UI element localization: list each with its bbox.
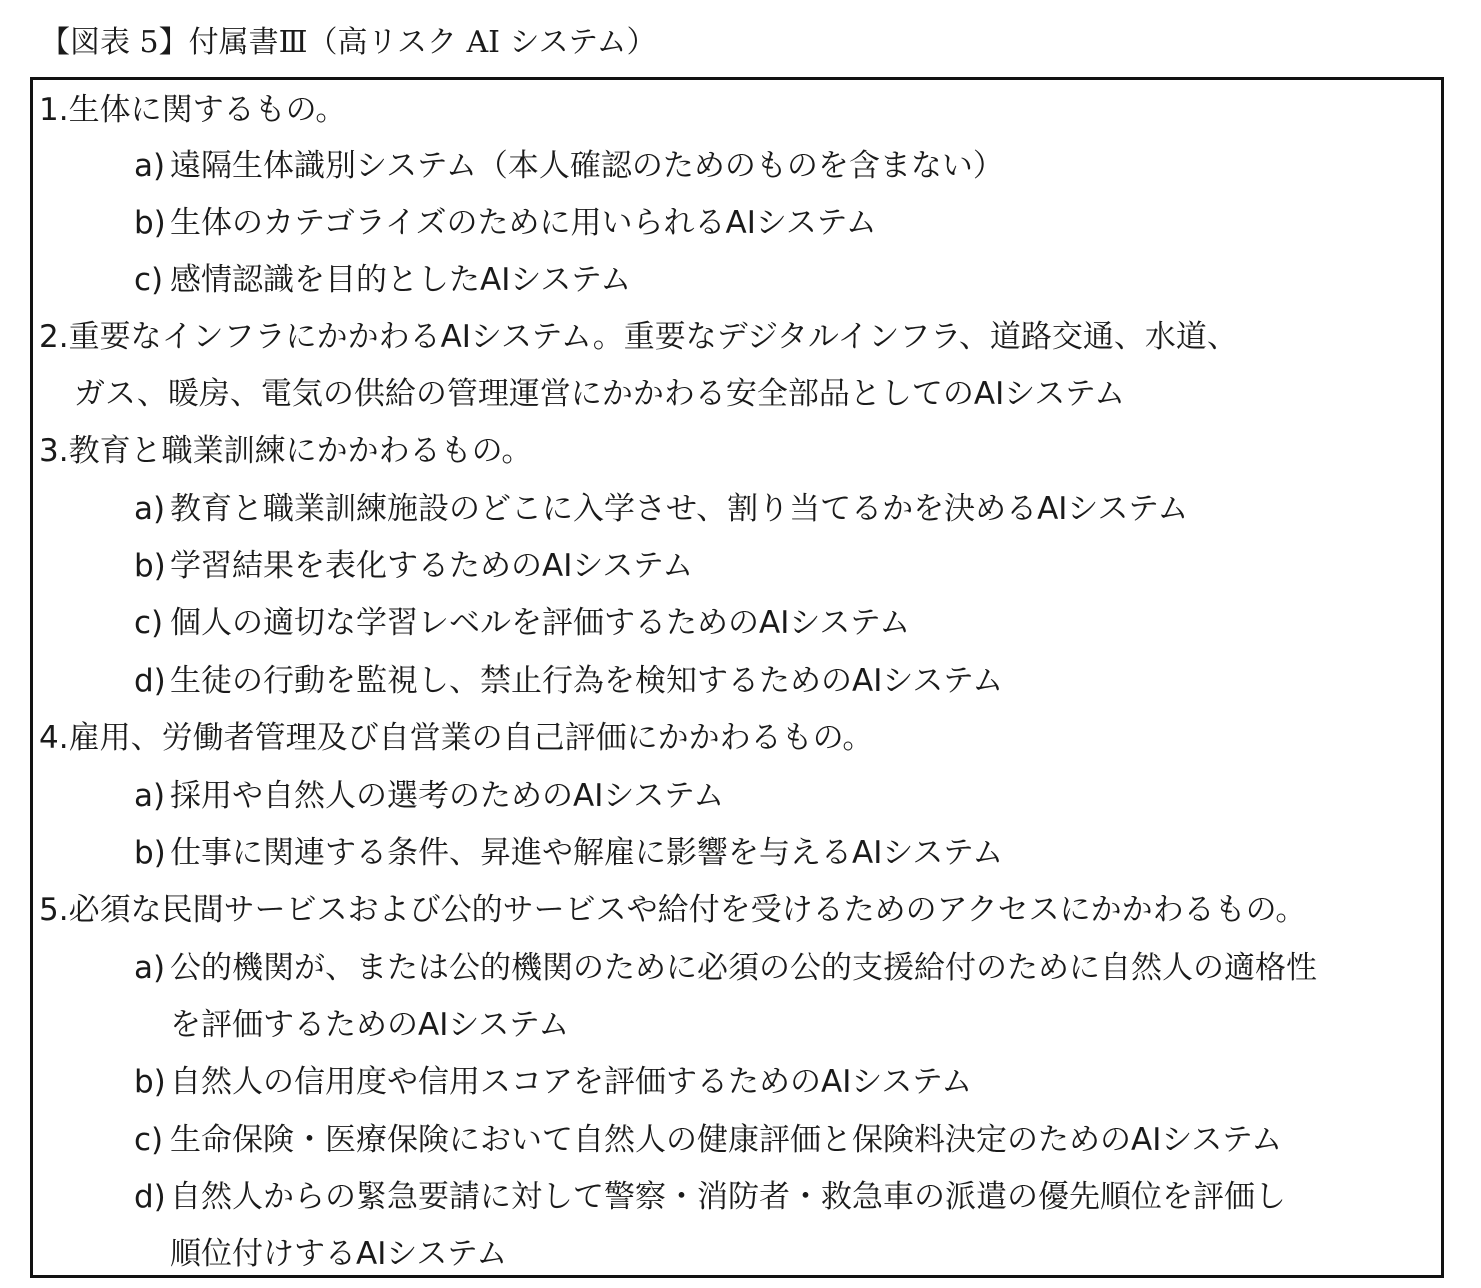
section-5-item-a-continued: を評価するためのAIシステム bbox=[170, 1007, 570, 1043]
item-label: a) bbox=[134, 148, 166, 184]
section-3-item-c bbox=[134, 597, 910, 649]
item-text: 自然人の信用度や信用スコアを評価するためのAIシステム bbox=[170, 1064, 973, 1100]
item-text: 生命保険・医療保険において自然人の健康評価と保険料決定のためのAIシステム bbox=[170, 1122, 1283, 1158]
item-text: 仕事に関連する条件、昇進や解雇に影響を与えるAIシステム bbox=[170, 835, 1004, 871]
section-2-heading-continued: ガス、暖房、電気の供給の管理運営にかかわる安全部品としてのAIシステム bbox=[74, 376, 1126, 412]
figure-title: 【図表 5】付属書Ⅲ（高リスク AI システム） bbox=[40, 25, 657, 60]
section-5-heading: 5.必須な民間サービスおよび公的サービスや給付を受けるためのアクセスにかかわるもの。 bbox=[39, 892, 1307, 928]
section-4-item-a bbox=[134, 770, 724, 822]
item-label: a) bbox=[134, 778, 166, 814]
section-3-item-d bbox=[134, 655, 1003, 707]
item-text: 感情認識を目的としたAIシステム bbox=[170, 262, 632, 298]
section-1-item-c bbox=[134, 254, 631, 306]
item-label: c) bbox=[134, 1122, 164, 1158]
item-text: 個人の適切な学習レベルを評価するためのAIシステム bbox=[170, 605, 911, 641]
item-label: c) bbox=[134, 605, 164, 641]
section-3-item-a bbox=[134, 483, 1188, 535]
item-label: c) bbox=[134, 262, 164, 298]
section-4-heading: 4.雇用、労働者管理及び自営業の自己評価にかかわるもの。 bbox=[39, 720, 874, 756]
item-label: a) bbox=[134, 950, 166, 986]
item-label: b) bbox=[134, 205, 166, 241]
item-text: 遠隔生体識別システム（本人確認のためのものを含まない） bbox=[170, 148, 1004, 184]
section-3-item-b bbox=[134, 540, 693, 592]
section-5-item-a bbox=[134, 942, 1317, 994]
item-text: 教育と職業訓練施設のどこに入学させ、割り当てるかを決めるAIシステム bbox=[170, 491, 1189, 527]
item-label: b) bbox=[134, 1064, 166, 1100]
section-1-item-b bbox=[134, 197, 877, 249]
section-1-heading: 1.生体に関するもの。 bbox=[39, 92, 347, 128]
item-text: 生徒の行動を監視し、禁止行為を検知するためのAIシステム bbox=[170, 663, 1004, 699]
item-text: 公的機関が、または公的機関のために必須の公的支援給付のために自然人の適格性 bbox=[170, 950, 1317, 986]
item-text: 生体のカテゴライズのために用いられるAIシステム bbox=[170, 205, 877, 241]
section-4-item-b bbox=[134, 827, 1003, 879]
section-5-item-c bbox=[134, 1114, 1282, 1166]
section-5-item-b bbox=[134, 1056, 972, 1108]
item-label: a) bbox=[134, 491, 166, 527]
section-1-item-a bbox=[134, 140, 1004, 192]
item-text: 採用や自然人の選考のためのAIシステム bbox=[170, 778, 725, 814]
item-label: b) bbox=[134, 548, 166, 584]
section-5-item-d-continued: 順位付けするAIシステム bbox=[170, 1236, 508, 1272]
section-5-item-d bbox=[134, 1171, 1286, 1223]
section-2-heading: 2.重要なインフラにかかわるAIシステム。重要なデジタルインフラ、道路交通、水道、 bbox=[39, 319, 1238, 355]
item-label: d) bbox=[134, 663, 166, 699]
item-text: 自然人からの緊急要請に対して警察・消防者・救急車の派遣の優先順位を評価し bbox=[170, 1179, 1286, 1215]
section-3-heading: 3.教育と職業訓練にかかわるもの。 bbox=[39, 433, 533, 469]
content-box bbox=[30, 77, 1444, 1278]
item-label: b) bbox=[134, 835, 166, 871]
item-label: d) bbox=[134, 1179, 166, 1215]
item-text: 学習結果を表化するためのAIシステム bbox=[170, 548, 694, 584]
